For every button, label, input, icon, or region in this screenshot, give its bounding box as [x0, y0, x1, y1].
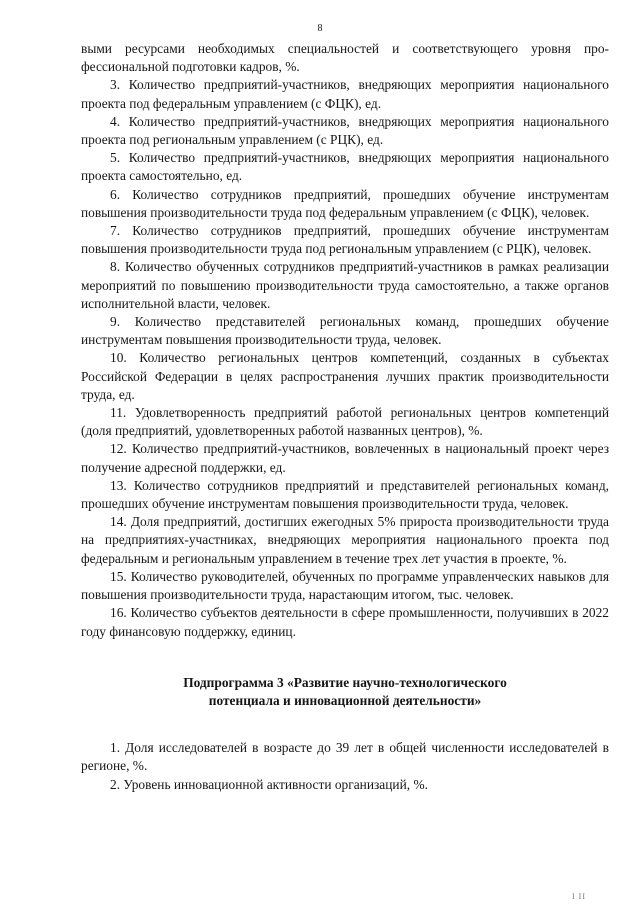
paragraph: 13. Количество сотрудников предприятий и представителей региональных команд, прошедших обучение инструментам повышения производительности труда, человек.	[81, 477, 609, 512]
paragraph: 11. Удовлетворенность предприятий работой региональных центров компетенций (доля предприятий, удовлетворенных работой названных центров), %.	[81, 405, 609, 439]
paragraph: 16. Количество субъектов деятельности в сфере промышленности, получивших в 2022 году финансовую поддержку, единиц.	[81, 605, 609, 639]
paragraph: 2. Уровень инновационной активности организаций, %.	[110, 776, 428, 792]
paragraph: 12. Количество предприятий-участников, вовлеченных в национальный проект через получение адресной поддержки, ед.	[81, 441, 609, 475]
subprogram-heading-line: потенциала и инновационной деятельности»	[208, 692, 482, 708]
paragraph: выми ресурсами необходимых специальностей и соответствующего уровня профессиональной подготовки кадров, %.	[81, 41, 609, 75]
scan-mark: I II	[572, 892, 586, 901]
paragraph: 15. Количество руководителей, обученных по программе управленческих навыков для повышения производительности труда, нарастающим итогом, тыс. человек.	[81, 568, 609, 603]
paragraph: 7. Количество сотрудников предприятий, прошедших обучение инструментам повышения производительности труда под региональным управлением (с РЦК), человек.	[81, 223, 609, 257]
paragraph: 8. Количество обученных сотрудников предприятий-участников в рамках реализации мероприятий по повышению производительности труда самостоятельно, а также органов исполнительной власти, человек.	[81, 259, 609, 311]
paragraph: 10. Количество региональных центров компетенций, созданных в субъектах Российской Федерации в целях распространения лучших практик производительности труда, ед.	[81, 350, 609, 402]
paragraph: 6. Количество сотрудников предприятий, прошедших обучение инструментам повышения производительности труда под федеральным управлением (с ФЦК), человек.	[81, 186, 609, 220]
paragraph: 5. Количество предприятий-участников, внедряющих мероприятия национального проекта самостоятельно, ед.	[81, 150, 609, 184]
paragraph: 14. Доля предприятий, достигших ежегодных 5% прироста производительности труда на предприятиях-участниках, внедряющих мероприятия национального проекта под федеральным и региональным управлением в течение трех лет участия в проекте, %.	[81, 514, 609, 566]
page-number: 8	[317, 23, 323, 34]
paragraph: 4. Количество предприятий-участников, внедряющих мероприятия национального проекта под региональным управлением (с РЦК), ед.	[81, 113, 609, 148]
subprogram-heading	[81, 674, 609, 710]
subprogram-heading-line: Подпрограмма 3 «Развитие научно-технологического	[183, 674, 507, 690]
document-body	[81, 40, 609, 794]
paragraph: 3. Количество предприятий-участников, внедряющих мероприятия национального проекта под федеральным управлением (с ФЦК), ед.	[81, 77, 609, 111]
paragraph: 1. Доля исследователей в возрасте до 39 лет в общей численности исследователей в регионе, %.	[81, 740, 609, 774]
paragraph: 9. Количество представителей региональных команд, прошедших обучение инструментам повышения производительности труда, человек.	[81, 314, 609, 348]
